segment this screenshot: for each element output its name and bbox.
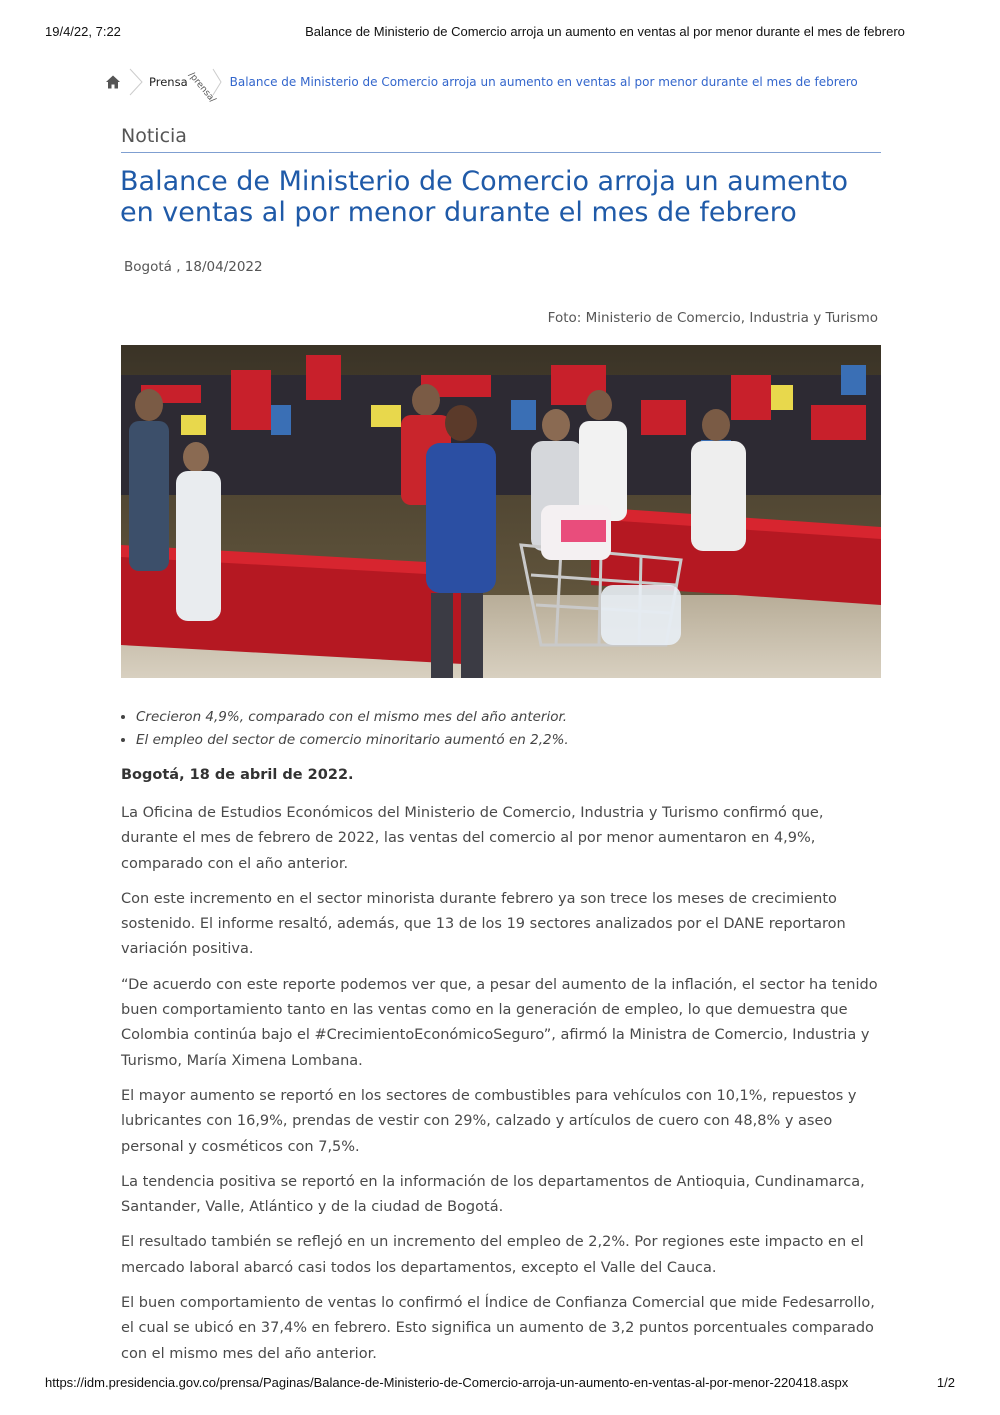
section-label: Noticia: [121, 125, 187, 147]
body-paragraph: Con este incremento en el sector minorista durante febrero ya son trece los meses de crecimiento sostenido. El informe resaltó, además, que 13 de los 19 sectores analizados por el DANE reportaron variación positiva.: [121, 890, 846, 958]
article-title: Balance de Ministerio de Comercio arroja un aumento en ventas al por menor durante el mes de febrero: [120, 166, 848, 228]
article-dateline: Bogotá , 18/04/2022: [124, 259, 263, 275]
breadcrumb-prensa-link[interactable]: Prensa: [149, 75, 188, 89]
highlight-item: • Crecieron 4,9%, comparado con el mismo mes del año anterior.: [136, 706, 896, 729]
body-paragraph: El resultado también se reflejó en un incremento del empleo de 2,2%. Por regiones este impacto en el mercado laboral abarcó casi todos los departamentos, excepto el Valle del Cauca.: [121, 1234, 864, 1276]
print-page-title: Balance de Ministerio de Comercio arroja un aumento en ventas al por menor durante el mes de febrero: [305, 24, 905, 39]
body-paragraph: El buen comportamiento de ventas lo confirmó el Índice de Confianza Comercial que mide Fedesarrollo, el cual se ubicó en 37,4% en febrero. Esto significa un aumento de 3,2 puntos porcentuales comparado con el mismo mes del año anterior.: [121, 1295, 875, 1362]
breadcrumb-separator-icon: [129, 68, 143, 96]
photo-credit: Foto: Ministerio de Comercio, Industria y Turismo: [547, 310, 878, 326]
print-page-number: 1/2: [936, 1375, 955, 1390]
article-photo: [121, 345, 881, 678]
breadcrumb-slug: /prensa/: [185, 70, 217, 105]
body-paragraph: El mayor aumento se reportó en los sectores de combustibles para vehículos con 10,1%, repuestos y lubricantes con 16,9%, prendas de vestir con 29%, calzado y artículos de cuero con 48,8% y aseo personal y cosméticos con 7,5%.: [121, 1087, 857, 1155]
breadcrumb-separator-icon: [212, 68, 222, 96]
breadcrumb: [105, 68, 858, 105]
print-url: https://idm.presidencia.gov.co/prensa/Paginas/Balance-de-Ministerio-de-Comercio-arroja-un-aumento-en-ventas-al-por-menor-220418.aspx: [45, 1375, 849, 1390]
article-highlights: [121, 706, 896, 752]
breadcrumb-current-link[interactable]: Balance de Ministerio de Comercio arroja un aumento en ventas al por menor durante el mes de febrero: [229, 75, 858, 89]
section-divider: [121, 152, 881, 153]
body-paragraph: La Oficina de Estudios Económicos del Ministerio de Comercio, Industria y Turismo confirmó que, durante el mes de febrero de 2022, las ventas del comercio al por menor aumentaron en 4,9%, comparado con el año anterior.: [121, 805, 824, 872]
body-paragraph: La tendencia positiva se reportó en la información de los departamentos de Antioquia, Cundinamarca, Santander, Valle, Atlántico y de la ciudad de Bogotá.: [121, 1173, 865, 1216]
article-body: [121, 801, 881, 1377]
article-lead: Bogotá, 18 de abril de 2022.: [121, 767, 354, 783]
highlight-item: • El empleo del sector de comercio minoritario aumentó en 2,2%.: [136, 729, 896, 752]
print-timestamp: 19/4/22, 7:22: [45, 24, 121, 39]
home-icon[interactable]: [105, 74, 121, 90]
body-paragraph: “De acuerdo con este reporte podemos ver que, a pesar del aumento de la inflación, el sector ha tenido buen comportamiento tanto en las ventas como en la generación de empleo, lo que demuestra que Colombia continúa bajo el #CrecimientoEconómicoSeguro”, afirmó la Ministra de Comercio, Industria y Turismo, María Ximena Lombana.: [121, 976, 878, 1069]
